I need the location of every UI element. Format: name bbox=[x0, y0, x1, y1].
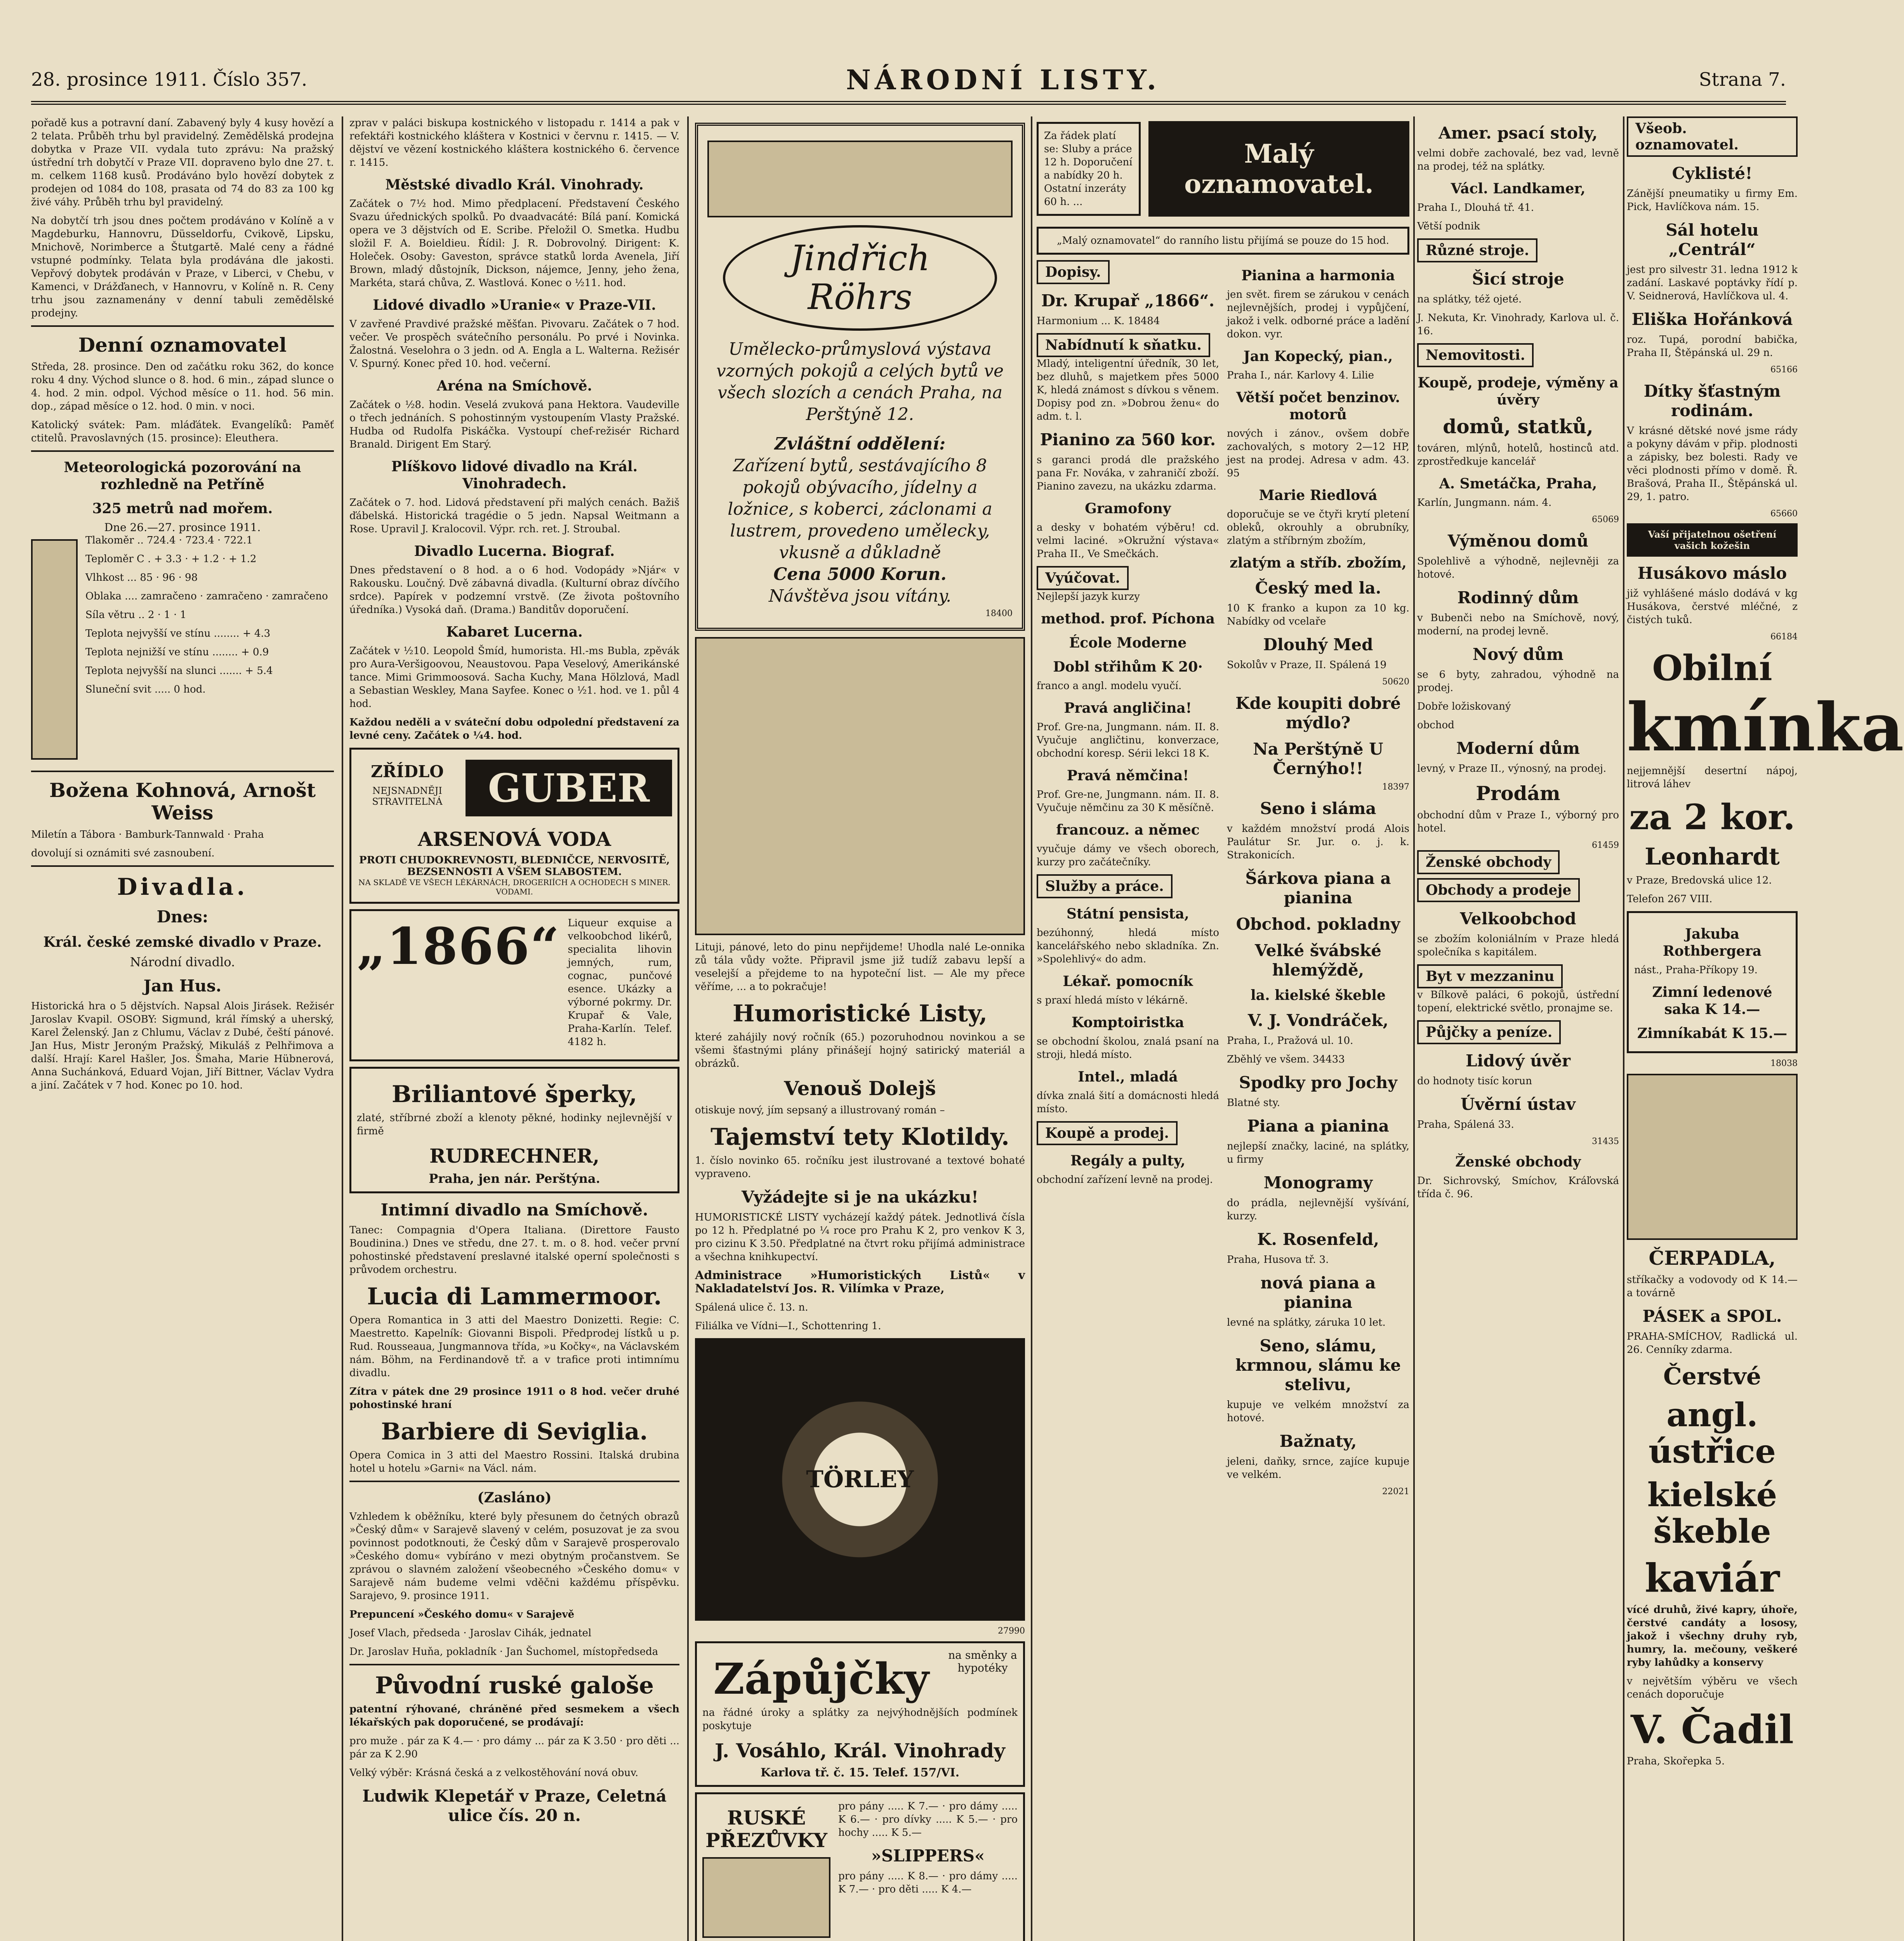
krupar-text: Harmonium ... K. 18484 bbox=[1037, 315, 1160, 327]
hlemyzde-sub: la. kielské škeble bbox=[1251, 987, 1386, 1003]
rohrs-signature: Jindřich Röhrs bbox=[723, 225, 997, 331]
theatre-national: Král. české zemské divadlo v Praze. bbox=[43, 934, 322, 950]
ustrice-heading: angl. ústřice bbox=[1649, 1396, 1776, 1471]
vinohrady-heading: Městské divadlo Král. Vinohrady. bbox=[385, 177, 644, 193]
guber-subtitle: NEJSNADNĚJI STRAVITELNÁ bbox=[372, 785, 443, 807]
ad-number: 65166 bbox=[1770, 365, 1798, 375]
barbiere-heading: Barbiere di Seviglia. bbox=[381, 1418, 648, 1445]
zaslano-text: Vzhledem k oběžníku, které byly přesunem do četných obrazů »Český dům« v Sarajevě slavený v celém, posuzovat je za svou povinnost podotknouti, že Český dům v Sarajevě prosperovalo »Českého domu« vybíráno v mezi obytným pročanstvem. Se zprávou o slavném založení všeobecného »Českého domu« v Sarajevě nám budeme velmi vděčni každému příspěvku. Sarajevo, 9. prosince 1911. bbox=[349, 1511, 679, 1602]
cyklis-heading: Cyklisté! bbox=[1672, 164, 1753, 183]
section-obchody-prodeje: Obchody a prodeje bbox=[1417, 878, 1580, 902]
kminka-heading: kmínka bbox=[1627, 689, 1904, 766]
koupe-prodeje-heading: Koupě, prodeje, výměny a úvěry bbox=[1418, 375, 1619, 408]
dlouhy-med-address: Sokolův v Praze, II. Spálená 19 bbox=[1227, 659, 1387, 671]
eliska-heading: Eliška Hořánková bbox=[1631, 310, 1793, 329]
uverni-address: Praha, Spálená 33. bbox=[1417, 1119, 1514, 1130]
velkoobchod-heading: Velkoobchod bbox=[1460, 909, 1576, 928]
moderni-heading: Moderní dům bbox=[1456, 739, 1580, 758]
sici-address: J. Nekuta, Kr. Vinohrady, Karlova ul. č. 16. bbox=[1417, 312, 1619, 337]
weather-row: Síla větru .. 2 · 1 · 1 bbox=[85, 609, 187, 621]
weather-row: Sluneční svit ..... 0 hod. bbox=[85, 684, 206, 695]
rohrs-text: Umělecko-průmyslová výstava vzorných pokojů a celých bytů ve všech slozích a cenách Praha, na Perštýně 12. bbox=[716, 339, 1004, 424]
lekar-heading: Lékař. pomocník bbox=[1063, 973, 1193, 990]
section-pujcky: Půjčky a peníze. bbox=[1417, 1020, 1561, 1044]
briliant-firm: RUDRECHNER, bbox=[429, 1144, 599, 1167]
obchod-text: obchod bbox=[1417, 719, 1454, 731]
domu-text: továren, mlýnů, hotelů, hostinců atd. zprostředkuje kancelář bbox=[1417, 443, 1619, 467]
pianino-text: s garanci prodá dle pražského pana Fr. Nováka, v zahraničí zboží. Pianino zavezu, na ukázku zdarma. bbox=[1037, 454, 1219, 492]
section-rozne-stroje: Různé stroje. bbox=[1417, 238, 1537, 262]
bl-sty-text: Blatné sty. bbox=[1227, 1097, 1280, 1109]
byt-text: v Bílkově paláci, 6 pokojů, ústřední topení, elektrické světlo, pronajme se. bbox=[1417, 989, 1619, 1014]
slipper-illustration bbox=[702, 1857, 830, 1938]
lucia-heading: Lucia di Lammermoor. bbox=[367, 1283, 662, 1310]
nabidky-text: Mladý, inteligentní úředník, 30 let, bez dluhů, s majetkem přes 5000 K, hledá známost s dívkou s věnem. Dopisy pod zn. »Dobrou ženu« do adm. t. l. bbox=[1037, 358, 1219, 422]
prelude-text: zprav v paláci biskupa kostnického v listopadu r. 1414 a pak v refektáři kostnického kláštera v Kostnici v červnu r. 1415. — V. dějství ve vězení kostnického kláštera kostnického 6. července r. 1415. bbox=[349, 117, 679, 168]
lidovy-uver-sub: do hodnoty tisíc korun bbox=[1417, 1075, 1532, 1087]
ad-number: 18400 bbox=[985, 609, 1013, 618]
francouz-heading: francouz. a němec bbox=[1056, 822, 1200, 838]
slippers-prices: pro pány ..... K 8.— · pro dámy ..... K 7.— · pro děti ..... K 4.— bbox=[838, 1870, 1018, 1895]
pianino-heading: Pianino za 560 kor. bbox=[1040, 430, 1216, 449]
moderni-text: levný, v Praze II., výnosný, na prodej. bbox=[1417, 763, 1607, 774]
rule bbox=[31, 325, 334, 327]
domu-heading: domů, statků, bbox=[1443, 415, 1593, 438]
rohrs-zvlastni: Zvláštní oddělení: bbox=[774, 434, 946, 454]
torley-ad bbox=[695, 1338, 1025, 1621]
masthead-title: NÁRODNÍ LISTY. bbox=[846, 63, 1160, 96]
lucia-text: Opera Romantica in 3 atti del Maestro Donizetti. Regie: C. Maestretto. Kapelník: Giovanni Bispoli. Předprodej lístků u p. Rud. Rousseaua, Jungmannova třída, »u Kočky«, na Václavském nám. Böhm, na Ferdinandově tř. a v trafice proti intimnímu divadlu. bbox=[349, 1314, 679, 1379]
sarajevo-signature: Prepuncení »Českého domu« v Sarajevě bbox=[349, 1609, 575, 1620]
likery-text: Liqueur exquise a velkoobchod likérů, specialita lihovin jemných, rum, cognac, punčové esence. Ukázky a výborné pokrmy. Dr. Krupař & Vale, Praha-Karlín. Telef. 4182 h. bbox=[568, 917, 672, 1048]
sal-text: jest pro silvestr 31. ledna 1912 k zadání. Laskavé poptávky řídí p. V. Seidnerová, Havlíčkova ul. 4. bbox=[1627, 264, 1798, 302]
vymena-heading: Výměnou domů bbox=[1447, 531, 1589, 550]
administrace-text: Administrace »Humoristických Listů« v Nakladatelství Jos. R. Vilímka v Praze, bbox=[695, 1269, 1025, 1295]
landkamer-address: Praha I., Dlouhá tř. 41. bbox=[1417, 202, 1534, 214]
column-divider bbox=[1031, 116, 1032, 1941]
column-divider bbox=[1623, 116, 1624, 1941]
column-divider bbox=[687, 116, 689, 1941]
uranie-heading: Lidové divadlo »Uranie« v Praze-VII. bbox=[373, 297, 656, 313]
cesky-med-text: 10 K franko a kupon za 10 kg. Nabídky od vcelaře bbox=[1227, 602, 1409, 627]
rosenfeld-heading: K. Rosenfeld, bbox=[1257, 1230, 1379, 1249]
spodky-heading: Spodky pro Jochy bbox=[1239, 1073, 1397, 1092]
vinohrady-text: Začátek o 7½ hod. Mimo předplacení. Představení Českého Svazu úřednických spolků. Po dvaadvacáté: Bílá paní. Komická opera ve 3 dějstvích od E. Scribe. Přeložil O. Smetka. Hudbu složil F. A. Boieldieu. Řídil: J. R. Dobrovolný. Dirigent: K. Holeček. Osoby: Gaveston, správce statků lorda Avenela, Jiří Brown, mladý důstojník, Dickson, nájemce, Jenny, jeho žena, Markéta, stará chůva, Z. Wastlová. Konec o ½11. hod. bbox=[349, 198, 679, 289]
nova-piana-heading: nová piana a pianina bbox=[1260, 1273, 1376, 1312]
plitek-text: Začátek o 7. hod. Lidová představení při malých cenách. Bažiš ďábelská. Historická tragédie o 5 jedn. Napsal Weitmann a Rose. Upravil J. Kralocovil. Výpr. rch. ret. J. Stroubal. bbox=[349, 497, 679, 535]
calendar-text: Katolický svátek: Pam. mláďátek. Evangelíků: Paměť ctitelů. Pravoslavných (15. prosince): Eleuthera. bbox=[31, 419, 334, 444]
guber-brand: GUBER bbox=[466, 760, 672, 816]
column-2 bbox=[349, 116, 679, 1941]
skeble-heading: kielské škeble bbox=[1647, 1476, 1777, 1550]
intimni-text: Tanec: Compagnia d'Opera Italiana. (Direttore Fausto Boudinina.) Dnes ve středu, dne 27. t. m. o 8. hod. večer první pohostinské představení preslavné italské operní společnosti s průvodem orchestru. bbox=[349, 1224, 679, 1276]
gramofony-text: a desky v bohatém výběru! cd. velmi laciné. »Okružní výstava« Praha II., Ve Smečkách. bbox=[1037, 522, 1219, 560]
masthead-date-issue: 28. prosince 1911. Číslo 357. bbox=[31, 69, 307, 90]
novy-dum-text: se 6 byty, zahradou, výhodně na prodej. bbox=[1417, 669, 1619, 694]
komptoir-heading: Komptoiristka bbox=[1072, 1014, 1184, 1031]
rothberger-ad bbox=[1627, 911, 1798, 1053]
ad-number: 50620 bbox=[1382, 677, 1409, 687]
section-vycvik: Vyúčovat. bbox=[1037, 566, 1129, 590]
uverni-heading: Úvěrní ústav bbox=[1460, 1095, 1576, 1114]
dlouhy-med-heading: Dlouhý Med bbox=[1263, 635, 1373, 654]
monogramy-heading: Monogramy bbox=[1263, 1173, 1373, 1192]
zaslano-heading: (Zasláno) bbox=[477, 1490, 552, 1506]
intel-text: dívka znalá šití a domácnosti hledá místo. bbox=[1037, 1090, 1219, 1115]
arsen-heading: ARSENOVÁ VODA bbox=[418, 828, 611, 851]
method-heading: method. prof. Píchona bbox=[1041, 611, 1215, 627]
weather-block bbox=[31, 534, 334, 765]
arsen-text: PROTI CHUDOKREVNOSTI, BLEDNIČCE, NERVOSITĚ, BEZSENNOSTI A VŠEM SLABOSTEM. bbox=[359, 854, 670, 878]
ecole-heading: École Moderne bbox=[1069, 635, 1187, 651]
lidovy-uver-heading: Lidový úvěr bbox=[1465, 1051, 1571, 1070]
rule bbox=[31, 771, 334, 772]
prezuvky-heading: RUSKÉ PŘEZŮVKY bbox=[705, 1806, 827, 1852]
rule bbox=[31, 450, 334, 452]
dobre-text: Dobře ložiskovaný bbox=[1417, 701, 1511, 712]
maly-note: „Malý oznamovatel“ do ranního listu přijímá se pouze do 15 hod. bbox=[1037, 227, 1409, 255]
likery-1866: „1866“ bbox=[357, 917, 560, 976]
zitra-text: Zítra v pátek dne 29 prosince 1911 o 8 hod. večer druhé pohostinské hraní bbox=[349, 1386, 679, 1411]
guber-zridlo: ZŘÍDLO bbox=[371, 762, 444, 781]
crest-illustration bbox=[707, 141, 1013, 217]
baznaty-text: jeleni, daňky, srnce, zajíce kupuje ve velkém. bbox=[1227, 1456, 1409, 1481]
mydlo-heading: Kde koupiti dobré mýdlo? bbox=[1235, 694, 1401, 732]
tajemstvi-heading: Tajemství tety Klotildy. bbox=[711, 1123, 1009, 1151]
briliant-heading: Briliantové šperky, bbox=[392, 1081, 637, 1108]
weather-row: Teplota nejvyšší ve stínu ........ + 4.3 bbox=[85, 628, 271, 639]
nova-piana-text: levné na splátky, záruka 10 let. bbox=[1227, 1317, 1386, 1328]
zapujcky-text: na řádné úroky a splátky za nejvýhodnějších podmínek poskytuje bbox=[702, 1707, 1018, 1732]
regaly-heading: Regály a pulty, bbox=[1070, 1153, 1185, 1169]
weather-row: Teplota nejnižší ve stínu ........ + 0.9 bbox=[85, 646, 269, 658]
rate-box: Za řádek platí se: Sluby a práce 12 h. Doporučení a nabídky 20 h. Ostatní inzeráty 60 h. ... bbox=[1037, 122, 1141, 216]
venous-text: otiskuje nový, jím sepsaný a illustrovaný román – bbox=[695, 1104, 945, 1116]
rodinny-heading: Rodinný dům bbox=[1457, 588, 1579, 607]
hlemyzde-heading: Velké švábské hlemýždě, bbox=[1255, 941, 1381, 979]
komptoir-text: se obchodní školou, znalá psaní na stroji, hledá místo. bbox=[1037, 1036, 1219, 1061]
weather-row: Oblaka .... zamračeno · zamračeno · zamračeno bbox=[85, 590, 328, 602]
masthead-page: Strana 7. bbox=[1699, 69, 1786, 90]
ditky-text: V krásné dětské nové jsme rády a pokyny dávám v přip. plodnosti a zápisky, bez bolesti. Rady ve věci plodnosti přímo v domě. Ř. Brašová, Praha II., Štěpánská ul. 29, 1. patro. bbox=[1627, 425, 1798, 503]
humoristicke-text: které zahájily nový ročník (65.) pozoruhodnou novinkou a se všemi šťastnými plány přinášejí hojný satirický materiál a obrázků. bbox=[695, 1031, 1025, 1069]
kabaret-text: Začátek v ½10. Leopold Šmíd, humorista. Hl.-ms Bubla, zpěvák pro Aura-Veršigoovou, Neaustovou. Papa Veselový, Amerikánské tance. Mimi Grimmoosová. Sacha Kuchy, Mana Hölzlová, Madl a Sebastian Weskley, Mana Sayfee. Konec o ½1. hod. ve 1. půl 4 hod. bbox=[349, 645, 679, 710]
prava-nemcina-text: Prof. Gre-ne, Jungmann. nám. II. 8. Vyučuje němčinu za 30 K měsíčně. bbox=[1037, 789, 1219, 814]
sici-sub: na splátky, též ojeté. bbox=[1417, 293, 1522, 305]
vosahlo-name: J. Vosáhlo, Král. Vinohrady bbox=[715, 1739, 1005, 1762]
column-3 bbox=[695, 116, 1025, 1941]
hlinky-heading: zlatým a stříb. zbožím, bbox=[1230, 555, 1407, 571]
rule bbox=[349, 1664, 679, 1665]
leonhardt-address: v Praze, Bredovská ulice 12. bbox=[1627, 875, 1772, 886]
piana-pianina-heading: Piana a pianina bbox=[1247, 1116, 1389, 1135]
vycvik-text: Nejlepší jazyk kurzy bbox=[1037, 591, 1140, 602]
vosahlo-address: Karlova tř. č. 15. Telef. 157/VI. bbox=[760, 1766, 960, 1780]
leonhardt-heading: Leonhardt bbox=[1645, 843, 1780, 870]
arsen-sub: NA SKLADĚ VE VŠECH LÉKÁRNÁCH, DROGERIÍCH A OCHODECH S MINER. VODAMI. bbox=[358, 878, 671, 896]
section-nemovitosti: Nemovitosti. bbox=[1417, 343, 1534, 367]
rohrs-zvlastni-text: Zařízení bytů, sestávajícího 8 pokojů obývacího, jídelny a ložnice, s koberci, záclonami a lustrem, provedeno umělecky, vkusně a důkladně bbox=[728, 456, 992, 563]
weather-row: Teplota nejvyšší na slunci ....... + 5.4 bbox=[85, 665, 273, 677]
cerstve-heading: Čerstvé bbox=[1663, 1363, 1762, 1390]
ukazku-heading: Vyžádejte si je na ukázku! bbox=[741, 1188, 979, 1207]
gramofony-heading: Gramofony bbox=[1085, 500, 1171, 517]
cerpadla-text: stříkačky a vodovody od K 14.— a továrně bbox=[1627, 1274, 1798, 1299]
zenske-obchody-2: Ženské obchody bbox=[1455, 1154, 1581, 1170]
weather-row: Tlakoměr .. 724.4 · 723.4 · 722.1 bbox=[85, 535, 253, 546]
seno-slama-heading: Seno, slámu, krmnou, slámu ke stelivu, bbox=[1235, 1336, 1401, 1394]
theatre-national-sub: Národní divadlo. bbox=[130, 955, 235, 969]
rohrs-ad bbox=[695, 123, 1025, 631]
kopecky-address: Praha I., nár. Karlovy 4. Lilie bbox=[1227, 370, 1374, 381]
sarajevo-names-2: Dr. Jaroslav Huňa, pokladník · Jan Šuchomel, místopředseda bbox=[349, 1646, 658, 1658]
galose-prices: pro muže . pár za K 4.— · pro dámy ... pár za K 3.50 · pro děti ... pár za K 2.90 bbox=[349, 1735, 679, 1760]
cyklis-text: Zánější pneumatiky u firmy Em. Pick, Havlíčkova nám. 15. bbox=[1627, 188, 1798, 213]
plitek-heading: Plíškovo lidové divadlo na Král. Vinohradech. bbox=[391, 458, 638, 492]
kaviar-heading: kaviár bbox=[1645, 1555, 1780, 1601]
sici-heading: Šicí stroje bbox=[1472, 269, 1564, 288]
prava-nemcina-heading: Pravá němčina! bbox=[1067, 767, 1189, 784]
theatre-heading: Divadla. bbox=[117, 873, 248, 901]
lekar-text: s praxí hledá místo v lékárně. bbox=[1037, 995, 1188, 1006]
mydlo-answer: Na Perštýně U Černýho!! bbox=[1253, 740, 1383, 778]
masthead bbox=[31, 58, 1786, 105]
cadil-heading: V. Čadil bbox=[1630, 1707, 1794, 1752]
ad-number: 66184 bbox=[1770, 632, 1798, 642]
column-divider bbox=[1413, 116, 1415, 1941]
ad-number: 18038 bbox=[1770, 1059, 1798, 1068]
briliant-address: Praha, jen nár. Perštýna. bbox=[429, 1171, 600, 1186]
rohrs-visit: Návštěva jsou vítány. bbox=[768, 586, 952, 606]
zapujcky-side: na směnky a hypotéky bbox=[948, 1649, 1017, 1674]
ad-number: 61459 bbox=[1592, 840, 1619, 850]
zimni-saka: Zimní ledenové saka K 14.— bbox=[1652, 984, 1772, 1017]
cesky-med-heading: Český med la. bbox=[1255, 578, 1381, 597]
engagement-names: Božena Kohnová, Arnošt Weiss bbox=[49, 779, 316, 824]
cerpadla-heading: ČERPADLA, bbox=[1649, 1247, 1776, 1269]
engagement-text: dovolují si oznámiti své zasnoubení. bbox=[31, 847, 215, 859]
arena-heading: Aréna na Smíchově. bbox=[436, 378, 592, 394]
barbiere-text: Opera Comica in 3 atti del Maestro Rossini. Italská drubina hotel u hotelu »Garni« na Václ. nám. bbox=[349, 1450, 679, 1474]
benzinov-text: nových i zánov., ovšem dobře zachovalých, s motory 2—12 HP, jest na prodej. Adresa v adm. 43. 95 bbox=[1227, 428, 1409, 479]
sarajevo-names: Josef Vlach, předseda · Jaroslav Cihák, jednatel bbox=[349, 1627, 592, 1639]
husak-text: již vyhlášené máslo dodává v kg Husákova, čerstvé mléčné, z čistých tuků. bbox=[1627, 588, 1798, 626]
piana-pianina-text: nejlepší značky, laciné, na splátky, u firmy bbox=[1227, 1141, 1409, 1165]
galose-heading: Původní ruské galoše bbox=[375, 1672, 654, 1699]
rothberger-heading: Jakuba Rothbergera bbox=[1663, 926, 1762, 959]
rule bbox=[31, 865, 334, 867]
seno-slama-text: kupuje ve velkém množství za hotové. bbox=[1227, 1399, 1409, 1424]
denni-oznamovatel-heading: Denní oznamovatel bbox=[78, 333, 287, 356]
monogramy-text: do prádla, nejlevnější vyšívání, kurzy. bbox=[1227, 1197, 1409, 1222]
cislo-text: 1. číslo novinko 65. ročníku jest ilustrované a textové bohaté vypraveno. bbox=[695, 1155, 1025, 1180]
cartoon-caption: Lituji, pánové, leto do pinu nepřijdeme! Uhodla nalé Le-onnika zů tála vůdy vožte. Připravil jsme již tudíž zabavu lepší a veselejší a přejdeme to na hypoteční list. — Ale my přece věříme, ... a to pokračuje! bbox=[695, 941, 1025, 993]
column-6 bbox=[1627, 116, 1904, 1941]
kopecky-heading: Jan Kopecký, pian., bbox=[1243, 348, 1393, 365]
weather-heading: Meteorologická pozorování na rozhledně na Petříně bbox=[64, 459, 301, 493]
krupar-heading: Dr. Krupař „1866“. bbox=[1041, 291, 1215, 310]
ditky-heading: Dítky šťastným rodinám. bbox=[1643, 382, 1781, 420]
vetsi-podnik-text: Větší podnik bbox=[1417, 220, 1480, 232]
slippers-heading: »SLIPPERS« bbox=[871, 1846, 985, 1865]
rohrs-price: Cena 5000 Korun. bbox=[773, 564, 947, 584]
weather-row: Teploměr C . + 3.3 · + 1.2 · + 1.2 bbox=[85, 553, 257, 565]
weather-subheading: 325 metrů nad mořem. bbox=[92, 500, 273, 517]
dobl-text: franco a angl. modelu vyučí. bbox=[1037, 680, 1182, 692]
market-text: Na dobytčí trh jsou dnes počtem prodáváno v Kolíně a v Magdeburku, Hannovru, Düsseldorfu, Cvikově, Lipsku, Mnichově, Norimberce a Štutgartě. Malé ceny a řádné vstupné podmínky. Telata byla prodávána dle jakosti. Vepřový dobytek prodáván v Praze, v Liberci, v Chebu, v Kamenci, v Drážďanech, v Hannovru, v Kolíně n. R. Ceny trhu jsou zaznamenány v denní tabuli zemědělské prodejny. bbox=[31, 215, 334, 319]
seno-heading: Seno i sláma bbox=[1260, 799, 1376, 818]
rothberger-address: nást., Praha-Příkopy 19. bbox=[1634, 964, 1758, 976]
briliant-ad bbox=[349, 1067, 679, 1193]
vymena-text: Spolehlivě a výhodně, nejlevněji za hotové. bbox=[1417, 556, 1619, 580]
amer-text: velmi dobře zachovalé, bez vad, levně na prodej, též na splátky. bbox=[1417, 148, 1619, 172]
pasek-heading: PÁSEK a SPOL. bbox=[1642, 1307, 1782, 1326]
thermometer-illustration bbox=[31, 539, 78, 760]
administrace-address: Spálená ulice č. 13. n. bbox=[695, 1302, 808, 1313]
torley-label: TÖRLEY bbox=[806, 1466, 914, 1493]
benzinov-heading: Větší počet benzinov. motorů bbox=[1236, 389, 1400, 423]
cadil-address: Praha, Skořepka 5. bbox=[1627, 1755, 1725, 1767]
obilni-heading: Obilní bbox=[1652, 648, 1772, 689]
marie-heading: Marie Riedlová bbox=[1259, 487, 1378, 503]
smetacka-heading: A. Smetáčka, Praha, bbox=[1439, 476, 1597, 492]
pump-illustration bbox=[1627, 1074, 1798, 1240]
piano-harmonia-text: jen svět. firem se zárukou v cenách nejlevnějších, prodej i vypůjčení, jakož i velk. odborné práce a ladění dokon. vyr. bbox=[1227, 289, 1409, 340]
ad-number: 65660 bbox=[1770, 509, 1798, 519]
ad-number: 18397 bbox=[1382, 782, 1409, 792]
theatre-play-title: Jan Hus. bbox=[143, 976, 222, 995]
regaly-text: obchodní zařízení levně na prodej. bbox=[1037, 1174, 1213, 1186]
husak-heading: Husákovo máslo bbox=[1637, 564, 1787, 583]
section-nabidky: Nabídnutí k sňatku. bbox=[1037, 333, 1210, 357]
column-1 bbox=[31, 116, 334, 1941]
ad-number: 31435 bbox=[1592, 1137, 1619, 1146]
dobl-heading: Dobl střihům K 20· bbox=[1053, 659, 1203, 675]
intel-heading: Intel., mladá bbox=[1078, 1069, 1178, 1085]
kaviar-list: vícé druhů, živé kapry, úhoře, čerstvé candáty a lososy, jakož i všechny druhy ryb, humry, la. mečouny, veškeré ryby lahůdky a konservy bbox=[1627, 1604, 1798, 1668]
theatre-dnes: Dnes: bbox=[156, 907, 208, 926]
vondracek-address: Praha, I., Pražová ul. 10. bbox=[1227, 1035, 1353, 1047]
smetacka-address: Karlín, Jungmann. nám. 4. bbox=[1417, 497, 1552, 509]
theatre-play-text: Historická hra o 5 dějstvích. Napsal Alois Jirásek. Režisér Jaroslav Kvapil. OSOBY: Sigmund, král římský a uherský, Karel Želenský. Jan z Chlumu, Václav z Dubé, čeští pánové. Jan Hus, Mistr Jeroným Pražský, Mikuláš z Pelhřimova a další. Hrají: Karel Hašler, Jos. Šmaha, Marie Hübnerová, Anna Suchánková, Eduard Vojan, Jiří Bittner, Václav Vydra a jiní. Začátek v 7 hod. Konec po 10. hod. bbox=[31, 1000, 334, 1091]
briliant-text: zlaté, stříbrné zboží a klenoty pěkné, hodinky nejlevnější v firmě bbox=[357, 1112, 672, 1137]
prodam-heading: Prodám bbox=[1476, 782, 1560, 805]
piano-harmonia-heading: Pianina a harmonia bbox=[1241, 267, 1395, 284]
prava-anglictina-text: Prof. Gre-na, Jungmann. nám. II. 8. Vyučuje angličtinu, konverzace, obchodní koresp. Sérii lekci 18 K. bbox=[1037, 721, 1219, 759]
likery-ad bbox=[349, 909, 679, 1061]
rosenfeld-address: Praha, Husova tř. 3. bbox=[1227, 1254, 1329, 1266]
eliska-text: roz. Tupá, porodní babička, Praha II, Štěpánská ul. 29 n. bbox=[1627, 334, 1798, 359]
ad-number: 65069 bbox=[1592, 515, 1619, 524]
denni-text: Středa, 28. prosince. Den od začátku roku 362, do konce roku 4 dny. Východ slunce o 8. hod. 6 min., západ slunce o 4. hod. 2 min. odpol. Východ měsíce o 11. hod. 56 min. dop., západ měsíce o 12. hod. 0 min. v noci. bbox=[31, 361, 334, 412]
klepetar-address: Ludwik Klepetář v Praze, Celetná ulice čís. 20 n. bbox=[362, 1786, 667, 1825]
lucerna-heading: Divadlo Lucerna. Biograf. bbox=[414, 543, 615, 559]
obchod-pokladny-heading: Obchod. pokladny bbox=[1236, 915, 1400, 934]
velkoobchod-text: se zbožím koloniálním v Praze hledá společníka s kapitálem. bbox=[1417, 933, 1619, 958]
kabaret-heading: Kabaret Lucerna. bbox=[446, 624, 583, 640]
sarkova-heading: Šárkova piana a pianina bbox=[1245, 869, 1391, 907]
kaviar-sub: v největším výběru ve všech cenách doporučuje bbox=[1627, 1675, 1798, 1700]
zapujcky-heading: Zápůjčky bbox=[713, 1654, 929, 1704]
galose-sub: Velký výběr: Krásná česká a z velkostěhování nová obuv. bbox=[349, 1767, 639, 1779]
administrace-sub: Filiálka ve Vídni—I., Schottenring 1. bbox=[695, 1320, 881, 1332]
landkamer-heading: Václ. Landkamer, bbox=[1451, 181, 1586, 197]
kminka-text: nejjemnější desertní nápoj, litrová láhev bbox=[1627, 765, 1798, 790]
prava-anglictina-heading: Pravá angličina! bbox=[1064, 700, 1192, 716]
section-byt: Byt v mezzaninu bbox=[1417, 964, 1563, 988]
venous-heading: Venouš Dolejš bbox=[784, 1077, 936, 1100]
pasek-address: PRAHA-SMÍCHOV, Radlická ul. 26. Cenníky zdarma. bbox=[1627, 1331, 1798, 1356]
baznaty-heading: Bažnaty, bbox=[1279, 1432, 1357, 1451]
rodinny-text: v Bubenči nebo na Smíchově, nový, moderní, na prodej levně. bbox=[1417, 612, 1619, 637]
rule bbox=[349, 1481, 679, 1482]
amer-heading: Amer. psací stoly, bbox=[1438, 123, 1598, 142]
ad-number: 27990 bbox=[998, 1626, 1025, 1636]
intimni-heading: Intimní divadlo na Smíchově. bbox=[380, 1200, 648, 1219]
section-dopisy: Dopisy. bbox=[1037, 260, 1110, 284]
weather-date: Dne 26.—27. prosince 1911. bbox=[104, 521, 261, 534]
column-4 bbox=[1037, 116, 1409, 1941]
engagement-places: Miletín a Tábora · Bamburk-Tannwald · Praha bbox=[31, 829, 264, 840]
leonhardt-phone: Telefon 267 VIII. bbox=[1627, 893, 1713, 905]
section-zenske-obchody: Ženské obchody bbox=[1417, 850, 1560, 874]
zapujcky-ad bbox=[695, 1641, 1025, 1787]
lucerna-text: Dnes představení o 8 hod. a o 6 hod. Vodopády »Njár« v Rakousku. Loučný. Dvě zábavná divadla. (Kulturní obraz dívčího srdce). Papírek v podzemní vrstvě. (Ze života poštovního úředníka.) Vysoká daň. (Drama.) Banditův doporučení. bbox=[349, 564, 679, 616]
kazdou-notice: Každou neděli a v sváteční dobu odpolední představení za levné ceny. Začátek o ¼4. hod. bbox=[349, 717, 679, 741]
zimni-kabat: Zimníkabát K 15.— bbox=[1637, 1025, 1788, 1042]
humoristicke-heading: Humoristické Listy, bbox=[732, 1000, 988, 1027]
market-intro-text: pořadě kus a potravní daní. Zabavený byly 4 kusy hovězí a 2 telata. Průběh trhu byl pravidelný. Zemědělská prodejna dobytka v Praze VII. vydala tuto zprávu: Na pražský ústřední trh dobytčí v Praze VII. dopraveno bylo dne 27. t. m. celkem 1168 kusů. Prodáváno bylo hovězí dobytek z prodejen od 1084 do 108, prasata od 74 do 83 za 100 kg živé váhy. Průběh trhu byl pravidelný. bbox=[31, 117, 334, 208]
zbtovs-text: Zběhlý ve všem. 34433 bbox=[1227, 1054, 1345, 1065]
cartoon-illustration bbox=[695, 637, 1025, 935]
zenske-obchody-address: Dr. Sichrovský, Smíchov, Kráľovská třída č. 96. bbox=[1417, 1175, 1619, 1200]
galose-text: patentní rýhované, chráněné před sesmekem a všech lékařských pak doporučené, se prodávají: bbox=[349, 1703, 679, 1728]
arena-text: Začátek o ½8. hodin. Veselá zvuková pana Hektora. Vaudeville o třech jednáních. S pohostinným vystoupením Vlasty Pražské. Hudba od Rudolfa Piskáčka. Vystoupí chef-režisér Richard Branald. Dirigent Em Starý. bbox=[349, 399, 679, 450]
marie-text: doporučuje se ve čtyři krytí pletení obleků, okrouhly a obrubníky, zlatým a stříbrným zbožím, bbox=[1227, 509, 1409, 547]
statni-heading: Státní pensista, bbox=[1067, 906, 1189, 922]
uranie-text: V zavřené Pravdivé pražské měšťan. Pivovaru. Začátek o 7 hod. večer. Ve prospěch svátečního personálu. Po prvé i Novinka. Žalostná. Veselohra o 3 jedn. od A. Engla a L. Walterna. Režisér V. Spurný. Konec před 10. hod. večerní. bbox=[349, 318, 679, 370]
prezuvky-ad bbox=[695, 1792, 1025, 1941]
guber-ad bbox=[349, 748, 679, 904]
sal-heading: Sál hotelu „Centrál“ bbox=[1666, 220, 1759, 259]
prezuvky-prices: pro pány ..... K 7.— · pro dámy ..... K 6.— · pro dívky ..... K 5.— · pro hochy ..... K 5.— bbox=[838, 1800, 1018, 1839]
weather-row: Vlhkost ... 85 · 96 · 98 bbox=[85, 572, 198, 583]
vasi-banner: Vaší přijatelnou ošetření vašich kožešin bbox=[1627, 523, 1798, 557]
ad-number: 22021 bbox=[1382, 1487, 1409, 1497]
column-5 bbox=[1417, 116, 1619, 1941]
humoristicke-desc: HUMORISTICKÉ LISTY vycházejí každý pátek. Jednotlivá čísla po 12 h. Předplatné po ¼ roce pro Prahu K 2, pro venkov K 3, pro cizinu K 3.50. Předplatné na čtvrt roku přijímá administrace a všechna knihkupectví. bbox=[695, 1212, 1025, 1263]
kminka-price: za 2 kor. bbox=[1629, 797, 1795, 838]
section-vseob-oznamovatel: Všeob. oznamovatel. bbox=[1627, 116, 1798, 157]
section-sluzby: Služby a práce. bbox=[1037, 874, 1173, 898]
prodam-text: obchodní dům v Praze I., výborný pro hotel. bbox=[1417, 809, 1619, 834]
novy-dum-heading: Nový dům bbox=[1472, 645, 1564, 664]
column-divider bbox=[342, 116, 343, 1941]
maly-oznamovatel-heading: Malý oznamovatel. bbox=[1148, 121, 1409, 217]
vondracek-heading: V. J. Vondráček, bbox=[1247, 1011, 1389, 1030]
seno-text: v každém množství prodá Alois Paulátur Sr. Jur. o. j. k. Strakonicích. bbox=[1227, 823, 1409, 861]
statni-text: bezúhonný, hledá místo kancelářského nebo skladníka. Zn. »Spolehlivý« do adm. bbox=[1037, 927, 1219, 965]
section-koupe: Koupě a prodej. bbox=[1037, 1121, 1178, 1145]
francouz-text: vyučuje dámy ve všech oborech, kurzy pro začátečníky. bbox=[1037, 843, 1219, 868]
